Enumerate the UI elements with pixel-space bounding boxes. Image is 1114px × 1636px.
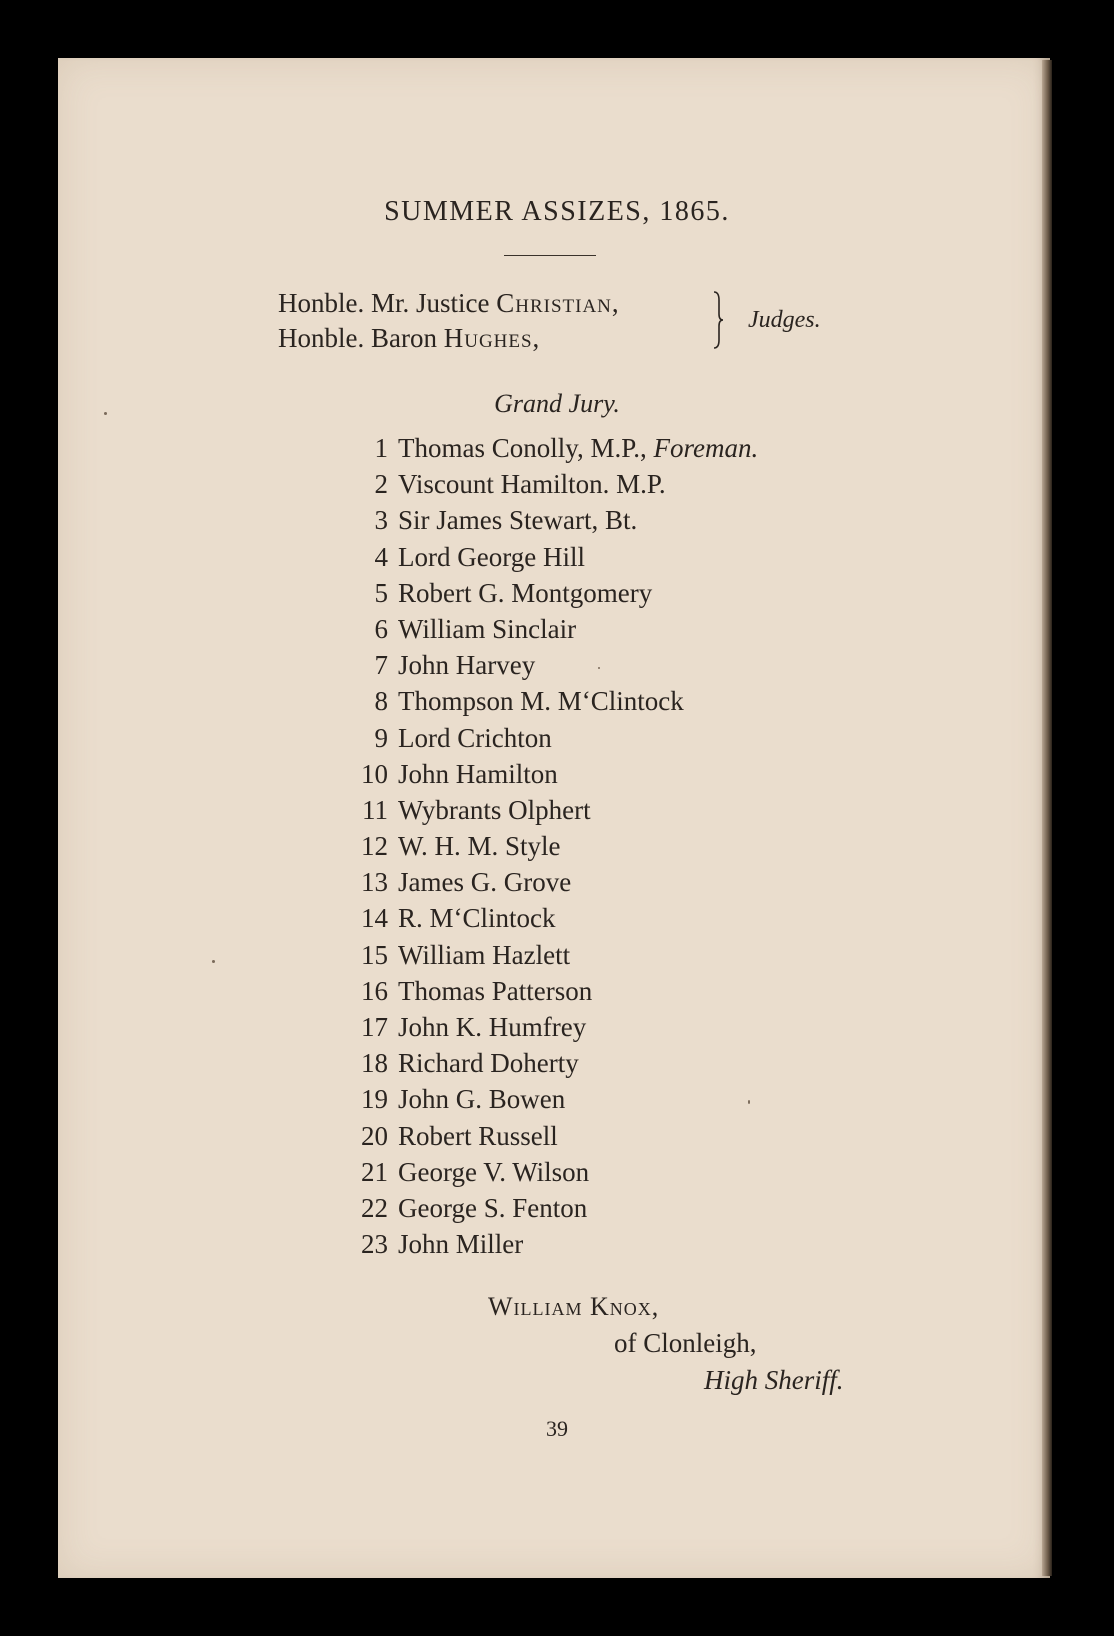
- jury-role-note: Foreman.: [653, 433, 759, 463]
- title-rule: [504, 255, 596, 256]
- jury-number: 10: [361, 758, 388, 789]
- jury-row: [316, 686, 876, 722]
- jury-member-name: [398, 505, 637, 536]
- judge-2-prefix: Honble. Baron: [278, 323, 444, 353]
- judges-label: Judges.: [748, 307, 821, 333]
- jury-number: 4: [374, 541, 388, 572]
- jury-member-name: [398, 1012, 586, 1043]
- jury-member-name: [398, 433, 758, 464]
- jury-row: [316, 1121, 876, 1157]
- paper-speck: [104, 412, 107, 415]
- jury-row: [316, 433, 876, 469]
- judge-line-2: [278, 323, 540, 354]
- jury-member-name: [398, 1084, 565, 1115]
- jury-row: [316, 1229, 876, 1265]
- jury-member-name: [398, 759, 558, 790]
- jury-number: 18: [361, 1048, 388, 1079]
- jury-number: 20: [361, 1120, 388, 1151]
- paper-speck: [212, 960, 215, 963]
- jury-row: [316, 976, 876, 1012]
- jury-member-name: [398, 976, 592, 1007]
- page-number: 39: [546, 1416, 568, 1441]
- jury-number: 21: [361, 1156, 388, 1187]
- jury-name-text: R. M‘Clintock: [398, 903, 556, 934]
- jury-name-text: Wybrants Olphert: [398, 794, 591, 825]
- jury-name-text: George S. Fenton: [398, 1192, 588, 1223]
- jury-member-name: [398, 686, 684, 717]
- jury-row: [316, 831, 876, 867]
- jury-number: 1: [374, 433, 388, 463]
- judge-1-prefix: Honble. Mr. Justice: [278, 288, 497, 318]
- jury-row: [316, 505, 876, 541]
- page-edge: [1042, 60, 1052, 1576]
- jury-name-text: Thompson M. M‘Clintock: [398, 686, 684, 717]
- jury-name-text: Robert G. Montgomery: [398, 577, 653, 608]
- jury-member-name: [398, 1157, 589, 1188]
- sheriff-place: of Clonleigh,: [614, 1328, 757, 1358]
- jury-member-name: [398, 469, 666, 500]
- page-title: SUMMER ASSIZES, 1865.: [384, 196, 730, 227]
- jury-member-name: [398, 867, 571, 898]
- jury-name-text: George V. Wilson: [398, 1156, 590, 1187]
- jury-name-text: John Miller: [398, 1229, 524, 1260]
- jury-row: [316, 1157, 876, 1193]
- jury-row: [316, 1084, 876, 1120]
- jury-member-name: [398, 1048, 579, 1079]
- judge-line-1: [278, 288, 620, 319]
- jury-row: [316, 759, 876, 795]
- judge-1-name: Christian,: [496, 288, 620, 318]
- jury-name-text: Thomas Conolly, M.P.,: [398, 433, 654, 463]
- jury-number: 2: [374, 469, 388, 500]
- judges-brace: [712, 290, 724, 350]
- jury-name-text: Richard Doherty: [398, 1048, 579, 1079]
- jury-row: [316, 1048, 876, 1084]
- sheriff-name: William Knox,: [488, 1292, 660, 1321]
- jury-row: [316, 903, 876, 939]
- jury-row: [316, 650, 876, 686]
- jury-number: 3: [374, 505, 388, 536]
- jury-row: [316, 1012, 876, 1048]
- jury-number: 14: [361, 903, 388, 934]
- jury-member-name: [398, 650, 535, 681]
- jury-row: [316, 578, 876, 614]
- jury-name-text: James G. Grove: [398, 867, 572, 898]
- paper-speck: [598, 667, 600, 669]
- jury-number: 5: [374, 577, 388, 608]
- jury-number: 22: [361, 1192, 388, 1223]
- jury-name-text: Viscount Hamilton. M.P.: [398, 469, 666, 500]
- jury-number: 12: [361, 831, 388, 862]
- jury-number: 23: [361, 1229, 388, 1260]
- jury-member-name: [398, 542, 585, 573]
- jury-member-name: [398, 1121, 558, 1152]
- jury-number: 8: [374, 686, 388, 717]
- jury-name-text: Lord Crichton: [398, 722, 552, 753]
- jury-name-text: William Hazlett: [398, 939, 571, 970]
- jury-name-text: John Harvey: [398, 650, 536, 681]
- jury-row: [316, 614, 876, 650]
- jury-name-text: Sir James Stewart, Bt.: [398, 505, 638, 536]
- jury-member-name: [398, 903, 556, 934]
- jury-number: 7: [374, 650, 388, 681]
- jury-row: [316, 469, 876, 505]
- jury-row: [316, 940, 876, 976]
- jury-number: 16: [361, 975, 388, 1006]
- grand-jury-list: [316, 433, 876, 1265]
- jury-row: [316, 723, 876, 759]
- jury-member-name: [398, 723, 552, 754]
- jury-name-text: John K. Humfrey: [398, 1012, 587, 1042]
- jury-number: 19: [361, 1084, 388, 1115]
- jury-name-text: W. H. M. Style: [398, 831, 561, 862]
- jury-member-name: [398, 1193, 587, 1224]
- jury-number: 6: [374, 613, 388, 644]
- jury-member-name: [398, 1229, 523, 1260]
- jury-name-text: William Sinclair: [398, 613, 577, 644]
- jury-member-name: [398, 831, 561, 862]
- jury-row: [316, 1193, 876, 1229]
- jury-row: [316, 795, 876, 831]
- jury-name-text: Lord George Hill: [398, 541, 585, 572]
- jury-name-text: Robert Russell: [398, 1120, 558, 1151]
- jury-member-name: [398, 795, 591, 826]
- jury-name-text: John G. Bowen: [398, 1084, 566, 1115]
- jury-number: 15: [361, 939, 388, 970]
- jury-row: [316, 542, 876, 578]
- sheriff-title: High Sheriff.: [704, 1365, 844, 1395]
- jury-name-text: John Hamilton: [398, 758, 558, 789]
- jury-number: 11: [362, 794, 388, 825]
- jury-name-text: Thomas Patterson: [398, 975, 593, 1006]
- grand-jury-heading: Grand Jury.: [494, 389, 620, 418]
- paper-speck: [748, 1100, 750, 1104]
- jury-number: 13: [361, 867, 388, 898]
- jury-member-name: [398, 614, 576, 645]
- jury-member-name: [398, 578, 652, 609]
- jury-number: 9: [374, 722, 388, 753]
- judge-2-name: Hughes,: [443, 323, 541, 353]
- jury-member-name: [398, 940, 570, 971]
- jury-row: [316, 867, 876, 903]
- jury-number: 17: [361, 1012, 388, 1042]
